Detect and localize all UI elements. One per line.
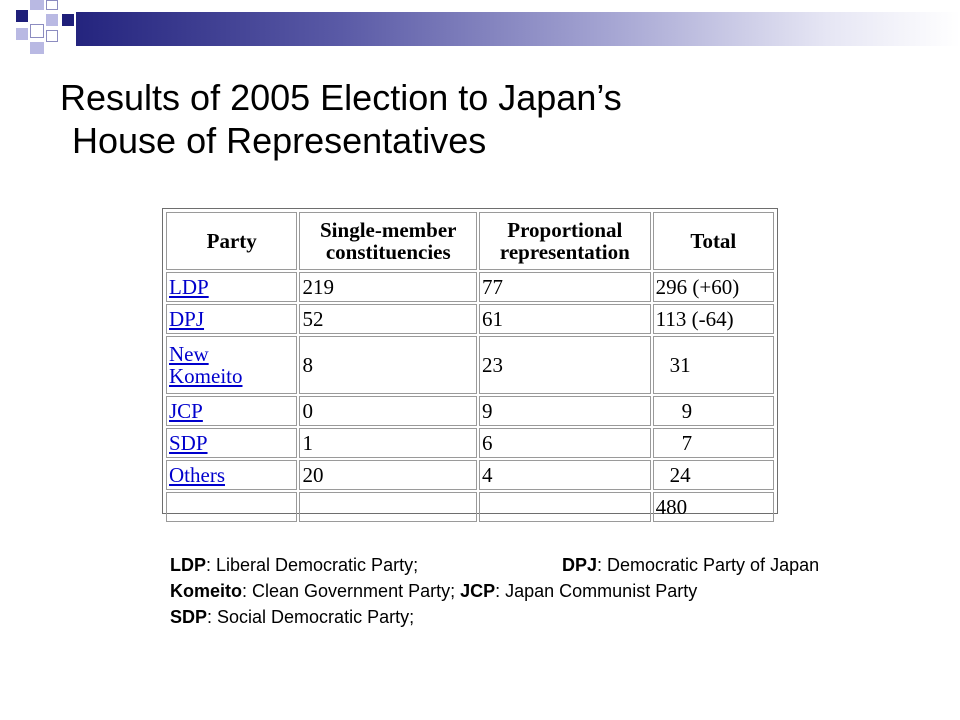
corner-square-outline-1 <box>46 0 58 10</box>
cell-single: 20 <box>299 460 477 490</box>
table-row <box>166 492 774 522</box>
table-row <box>166 272 774 302</box>
cell-proportional: 23 <box>479 336 651 394</box>
party-link-new-komeito-line-2: Komeito <box>169 364 243 388</box>
party-link-jcp[interactable]: JCP <box>169 399 203 423</box>
header-proportional-line-2: representation <box>499 240 630 264</box>
cell-proportional: 61 <box>479 304 651 334</box>
table-row <box>166 428 774 458</box>
party-link-ldp[interactable]: LDP <box>169 275 209 299</box>
cell-proportional: 77 <box>479 272 651 302</box>
legend-def-komeito: : Clean Government Party; <box>242 581 456 601</box>
header-total: Total <box>653 212 774 270</box>
party-link-dpj[interactable]: DPJ <box>169 307 205 331</box>
header-proportional-line-1: Proportional <box>507 218 623 242</box>
cell-total: 480 <box>653 492 774 522</box>
corner-square-outline-3 <box>46 30 58 42</box>
cell-single <box>299 492 477 522</box>
corner-square-navy-2 <box>62 14 74 26</box>
party-link-new-komeito[interactable] <box>169 342 243 388</box>
cell-single: 52 <box>299 304 477 334</box>
party-link-new-komeito-line-1: New <box>169 342 209 366</box>
cell-proportional: 4 <box>479 460 651 490</box>
cell-single: 1 <box>299 428 477 458</box>
cell-party <box>166 460 297 490</box>
corner-square-navy-1 <box>16 10 28 22</box>
cell-total <box>653 336 774 394</box>
header-single-member-line-2: constituencies <box>325 240 451 264</box>
header-party: Party <box>166 212 297 270</box>
legend-abbr-dpj: DPJ <box>562 555 598 575</box>
cell-party <box>166 492 297 522</box>
corner-square-lavender-2 <box>16 28 28 40</box>
header-gradient-bar <box>76 12 960 46</box>
header-single-member-line-1: Single-member <box>320 218 457 242</box>
slide-title <box>60 76 880 162</box>
legend-def-sdp: : Social Democratic Party; <box>207 607 415 627</box>
legend-line-1 <box>170 552 930 578</box>
party-link-others[interactable]: Others <box>169 463 225 487</box>
cell-proportional: 9 <box>479 396 651 426</box>
cell-proportional <box>479 492 651 522</box>
cell-party <box>166 396 297 426</box>
cell-total <box>653 428 774 458</box>
cell-total-value: 24 <box>669 463 691 487</box>
legend-entry-dpj <box>562 552 819 578</box>
cell-total: 296 (+60) <box>653 272 774 302</box>
cell-total-value: 7 <box>681 431 693 455</box>
slide-title-line-2: House of Representatives <box>72 120 487 161</box>
cell-single: 219 <box>299 272 477 302</box>
results-table-frame <box>162 208 778 519</box>
cell-single: 0 <box>299 396 477 426</box>
legend-abbr-ldp: LDP <box>170 555 206 575</box>
table-row <box>166 460 774 490</box>
results-table <box>164 210 776 524</box>
party-link-sdp[interactable]: SDP <box>169 431 208 455</box>
table-row <box>166 304 774 334</box>
cell-total-value: 31 <box>669 353 691 377</box>
legend-line-3 <box>170 604 930 630</box>
cell-party <box>166 336 297 394</box>
header-proportional <box>479 212 651 270</box>
legend-def-jcp: : Japan Communist Party <box>495 581 698 601</box>
legend-def-ldp: : Liberal Democratic Party; <box>206 555 419 575</box>
legend-abbr-komeito: Komeito <box>170 581 242 601</box>
table-header-row <box>166 212 774 270</box>
table-row <box>166 336 774 394</box>
legend-def-dpj: : Democratic Party of Japan <box>597 555 820 575</box>
cell-proportional: 6 <box>479 428 651 458</box>
cell-total <box>653 460 774 490</box>
cell-total <box>653 396 774 426</box>
legend-abbr-jcp: JCP <box>460 581 496 601</box>
cell-party <box>166 304 297 334</box>
table-row <box>166 396 774 426</box>
corner-square-lavender-1 <box>30 0 44 10</box>
cell-total: 113 (-64) <box>653 304 774 334</box>
cell-single: 8 <box>299 336 477 394</box>
cell-total-value: 9 <box>681 399 693 423</box>
abbreviation-legend <box>170 552 930 630</box>
corner-square-outline-2 <box>30 24 44 38</box>
corner-square-lavender-3 <box>46 14 58 26</box>
legend-abbr-sdp: SDP <box>170 607 208 627</box>
legend-line-2 <box>170 578 930 604</box>
header-single-member <box>299 212 477 270</box>
cell-party <box>166 428 297 458</box>
slide-title-line-1: Results of 2005 Election to Japan’s <box>60 77 622 118</box>
corner-square-lavender-4 <box>30 42 44 54</box>
cell-party <box>166 272 297 302</box>
